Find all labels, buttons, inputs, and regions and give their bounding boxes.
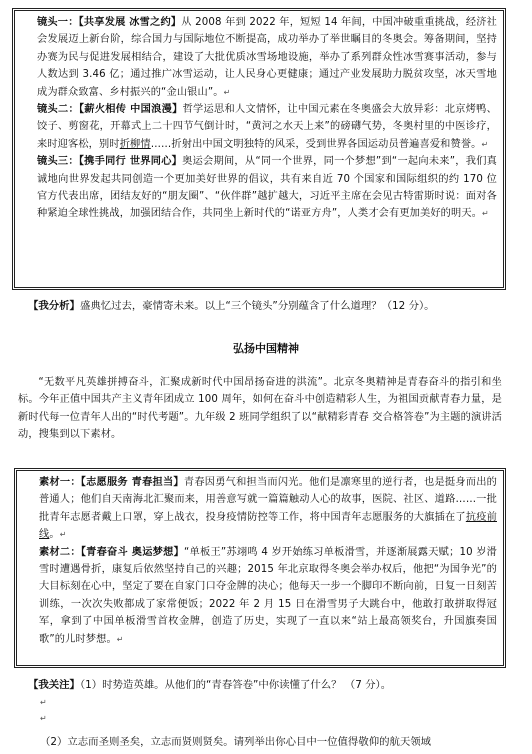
material-two — [25, 544, 497, 648]
question-analyze-text: 盛典忆过去，豪情寄未来。以上“三个镜头”分别蕴含了什么道理？（12 分）。 — [79, 300, 435, 312]
scene-one-lead: 镜头一：【共享发展 冰雪之约】 — [37, 17, 182, 28]
scene-three-lead: 镜头三：【携手同行 世界同心】 — [37, 156, 183, 168]
intro-paragraph: “无数平凡英雄拼搏奋斗，汇聚成新时代中国昂扬奋进的洪流”。北京冬奥精神是青春奋斗的指引和坐标。今年正值中国共产主义青年团成立 100 周年，如何在奋斗中创造精彩人生，为祖国贡献青春力量，是新时代每一位青年人出的“时代考题”。九年级 2 班同学组织了以“献精彩青春 交合格答卷”为主题的演讲活动，搜集到以下素材。 — [18, 377, 502, 441]
scene-three-text: 奥运会期间，从“同一个世界，同一个梦想”到“一起向未来”，我们真诚地向世界发起共同创造一个更加美好世界的倡议，共有来自近 70 个国家和国际组织的约 170 位官方代表出席，团结友好的“朋友圈”、“伙伴群”越扩越大，习近平主席在会见古特雷斯时说：面对各种紧迫全球性挑战，加强团结合作，共同坐上新时代的“诺亚方舟”，人类才会有更加美好的明天。 — [37, 156, 497, 220]
question-two: （2）立志而圣则圣矣，立志而贤则贤矣。请列举出你心目中一位值得敬仰的航天领域 — [40, 736, 432, 748]
question-focus-text: （1）时势造英雄。从他们的“青春答卷”中你读懂了什么？ （7 分）。 — [79, 679, 392, 691]
paragraph-mark: ↵ — [59, 530, 67, 540]
scene-two-lead: 镜头二：【薪火相传 中国浪漫】 — [37, 104, 183, 116]
paragraph-mark: ↵ — [40, 698, 47, 707]
scene-two-underlined: 折柳情 — [119, 138, 151, 150]
question-analyze-label: 【我分析】 — [28, 300, 80, 312]
question-analyze — [28, 298, 435, 314]
material-two-text: “单板王”苏翊鸣 4 岁开始练习单板滑雪，并逐渐展露天赋；10 岁滑雪时遭遇骨折，康复后依然坚持自己的兴趣；2015 年北京取得冬奥会举办权后，他把“为国争光”的大目标刻在心中，坚定了要在自家门口夺金牌的决心；他每天一步一个脚印不断向前，日复一日刻苦训练，一次次失败都成了家常便饭；2022 年 2 月 15 日在滑雪男子大跳台中，他敢打敢拼取得冠军，拿到了中国单板滑雪首枚金牌，创造了历史，实现了一直以来“站上最高领奖台，升国旗奏国歌”的儿时梦想。 — [39, 546, 498, 645]
material-box — [14, 468, 506, 668]
paragraph-mark: ↵ — [223, 87, 231, 97]
scene-box — [12, 8, 506, 290]
material-two-lead: 素材二：【青春奋斗 奥运梦想】 — [39, 546, 185, 558]
material-one-lead: 素材一：【志愿服务 青春担当】 — [39, 477, 184, 488]
scene-one — [23, 14, 497, 101]
scene-three — [23, 153, 497, 223]
paragraph-mark: ↵ — [481, 139, 489, 149]
material-one-underlined: 抗疫前线 — [39, 511, 497, 541]
question-focus-label: 【我关注】 — [28, 679, 80, 691]
section-title: 弘扬中国精神 — [233, 342, 299, 355]
paragraph-mark: ↵ — [482, 209, 489, 219]
paragraph-mark: ↵ — [40, 714, 47, 723]
material-one — [25, 474, 497, 544]
question-focus — [28, 677, 391, 693]
scene-one-text: 从 2008 年到 2022 年，短短 14 年间，中国冲破重重挑战，经济社会发展迈上新台阶，综合国力与国际地位不断提高，成功举办了举世瞩目的冬奥会。筹备期间，坚持办赛为民与促进发展相结合，建设了大批优质冰雪场地设施，举办了系列群众性冰雪赛事活动，参与人数达到 3.46 亿；通过推广冰雪运动，让人民身心更健康；通过产业发展助力脱贫攻坚，冰天雪地成为群众致富、乡村振兴的“金山银山”。 — [37, 17, 497, 98]
material-one-text-b: 。 — [49, 529, 60, 541]
material-one-text-a: 青春因勇气和担当而闪光。他们是凛寒里的逆行者，也是挺身而出的普通人；他们自天南海北汇聚而来，用善意写就一篇篇触动人心的故事，医院、社区、道路……一批批青年志愿者戴上口罩，穿上战衣，投身疫情防控等工作，将中国青年志愿服务的大旗插在了 — [39, 477, 497, 523]
scene-two-text-a: 哲学运思和人文情怀，让中国元素在冬奥盛会大放异彩：北京烤鸭、饺子、剪窗花，开幕式上二十四节气倒计时，“黄河之水天上来”的磅礴气势，冬奥村里的中医诊疗，来时迎客松，别时 — [37, 104, 497, 150]
scene-two — [23, 101, 497, 153]
scene-two-text-b: ……折射出中国文明独特的风采，受到世界各国运动员普遍喜爱和赞誉。 — [150, 138, 482, 150]
paragraph-mark: ↵ — [116, 634, 124, 644]
